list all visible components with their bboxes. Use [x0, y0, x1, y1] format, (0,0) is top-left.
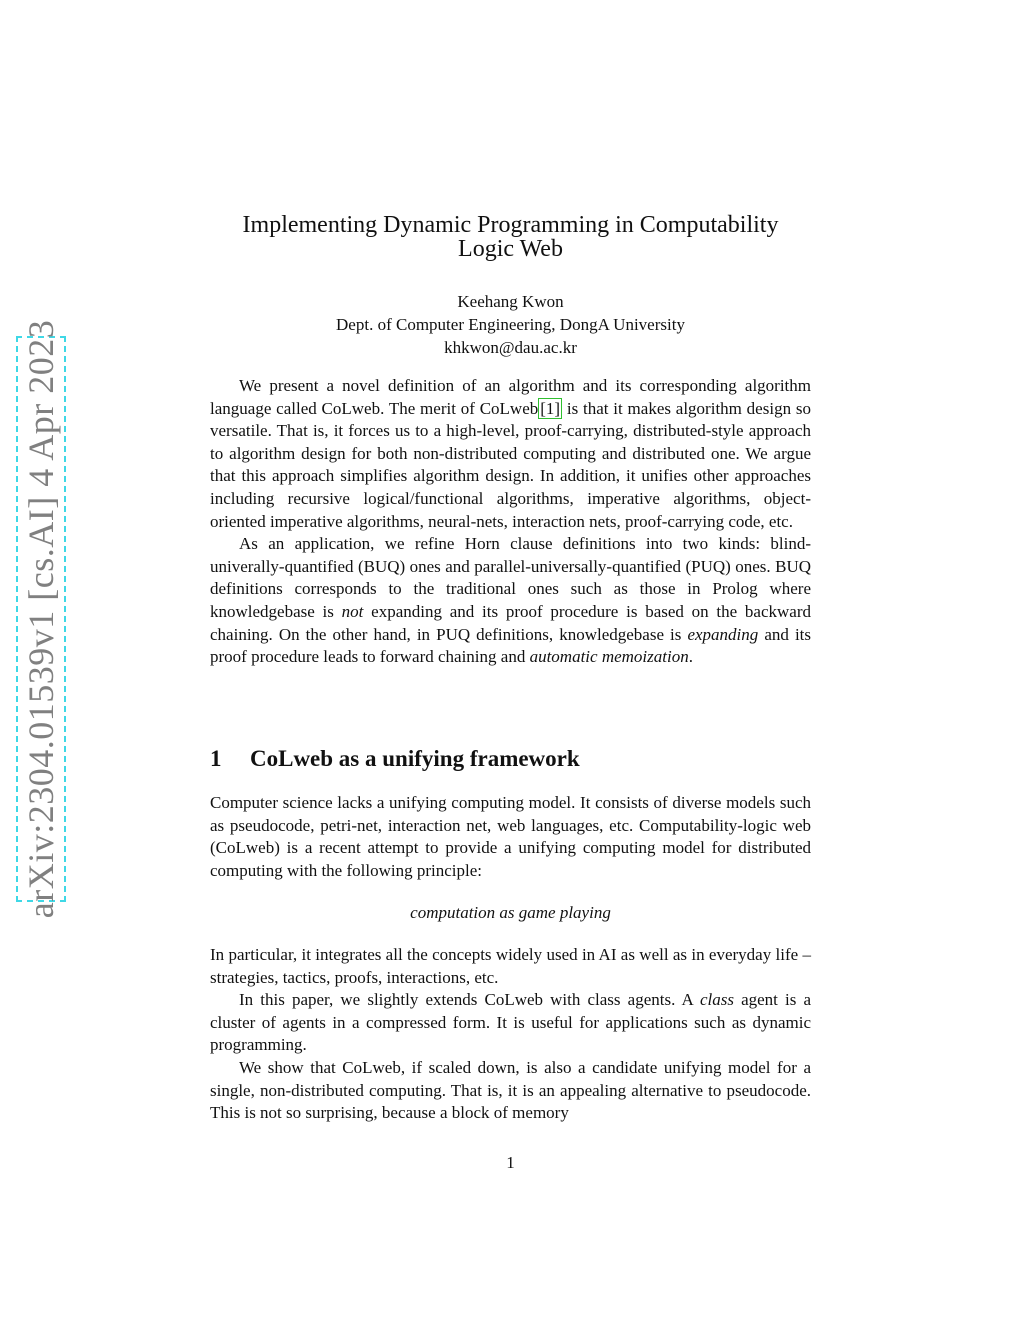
- abstract-p2-text-a: As an application, we refine Horn clause definitions into two kinds: blind-univerally-quantified (BUQ) ones and parallel-universally-quantified (PUQ) ones. BUQ definitions corresponds to the traditional ones such as those in Prolog where knowledgebase is: [210, 534, 811, 621]
- section-1-paragraph-1: Computer science lacks a unifying computing model. It consists of diverse models such as pseudocode, petri-net, interaction net, web languages, etc. Computability-logic web (CoLweb) is a recent attempt to provide a unifying computing model for distributed computing with the following principle:: [210, 793, 811, 880]
- abstract-p1-text-a: We present a novel definition of an algorithm and its corresponding algorithm language called CoLweb. The merit of CoLweb: [210, 376, 811, 418]
- section-1-paragraph-3: [210, 989, 811, 1057]
- author-email: khkwon@dau.ac.kr: [444, 338, 577, 357]
- paper-title: [210, 213, 811, 261]
- section-title: CoLweb as a unifying framework: [250, 746, 580, 771]
- arxiv-identifier-stamp: [16, 319, 66, 919]
- abstract-p1-text-b: is that it makes algorithm design so versatile. That is, it forces us to a high-level, proof-carrying, distributed-style approach to algorithm design for both non-distributed computing and distributed one. We argue that this approach simplifies algorithm design. In addition, it unifies other approaches including recursive logical/functional algorithms, imperative algorithms, object-oriented imperative algorithms, neural-nets, interaction nets, proof-carrying code, etc.: [210, 398, 811, 531]
- abstract: [210, 375, 811, 669]
- section-number: 1: [210, 746, 222, 771]
- title-line-2: Logic Web: [458, 236, 563, 262]
- section-1-heading: [210, 746, 811, 772]
- abstract-p2-emphasis-memoization: automatic memoization: [529, 647, 689, 667]
- abstract-p2-text-d: .: [688, 647, 693, 667]
- abstract-p2-emphasis-not: not: [341, 601, 364, 621]
- abstract-paragraph-2: [210, 533, 811, 669]
- abstract-p2-text-b: expanding and its proof procedure is based on the backward chaining. On the other hand, in PUQ definitions, knowledgebase is: [210, 601, 812, 644]
- display-principle: computation as game playing: [410, 903, 611, 922]
- title-line-1: Implementing Dynamic Programming in Computability: [242, 212, 779, 238]
- section-1-p3-emphasis-class: class: [699, 990, 734, 1010]
- author-block: [210, 290, 811, 359]
- author-name: Keehang Kwon: [457, 292, 564, 311]
- section-1-paragraph-2: In particular, it integrates all the concepts widely used in AI as well as in everyday life – strategies, tactics, proofs, interactions, etc.: [210, 945, 811, 987]
- abstract-paragraph-1: [210, 375, 811, 533]
- section-1-p3-text-a: In this paper, we slightly extends CoLweb with class agents. A: [239, 990, 700, 1010]
- abstract-p2-emphasis-expanding: expanding: [687, 624, 759, 644]
- section-1-paragraph-4: We show that CoLweb, if scaled down, is also a candidate unifying model for a single, non-distributed computing. That is, it is an appealing alternative to pseudocode. This is not so surprising, because a block of memory: [210, 1057, 811, 1123]
- section-1-body: [210, 944, 811, 1125]
- section-1-intro: [210, 792, 811, 882]
- citation-link[interactable]: [1]: [540, 398, 561, 418]
- arxiv-identifier-text: arXiv:2304.01539v1 [cs.AI] 4 Apr 2023: [21, 319, 62, 919]
- abstract-p2-text-c: and its proof procedure leads to forward chaining and: [210, 624, 812, 667]
- section-1-p3-text-b: agent is a cluster of agents in a compressed form. It is useful for applications such as dynamic programming.: [210, 990, 811, 1055]
- page-number: 1: [506, 1153, 515, 1172]
- author-affiliation: Dept. of Computer Engineering, DongA University: [336, 315, 685, 334]
